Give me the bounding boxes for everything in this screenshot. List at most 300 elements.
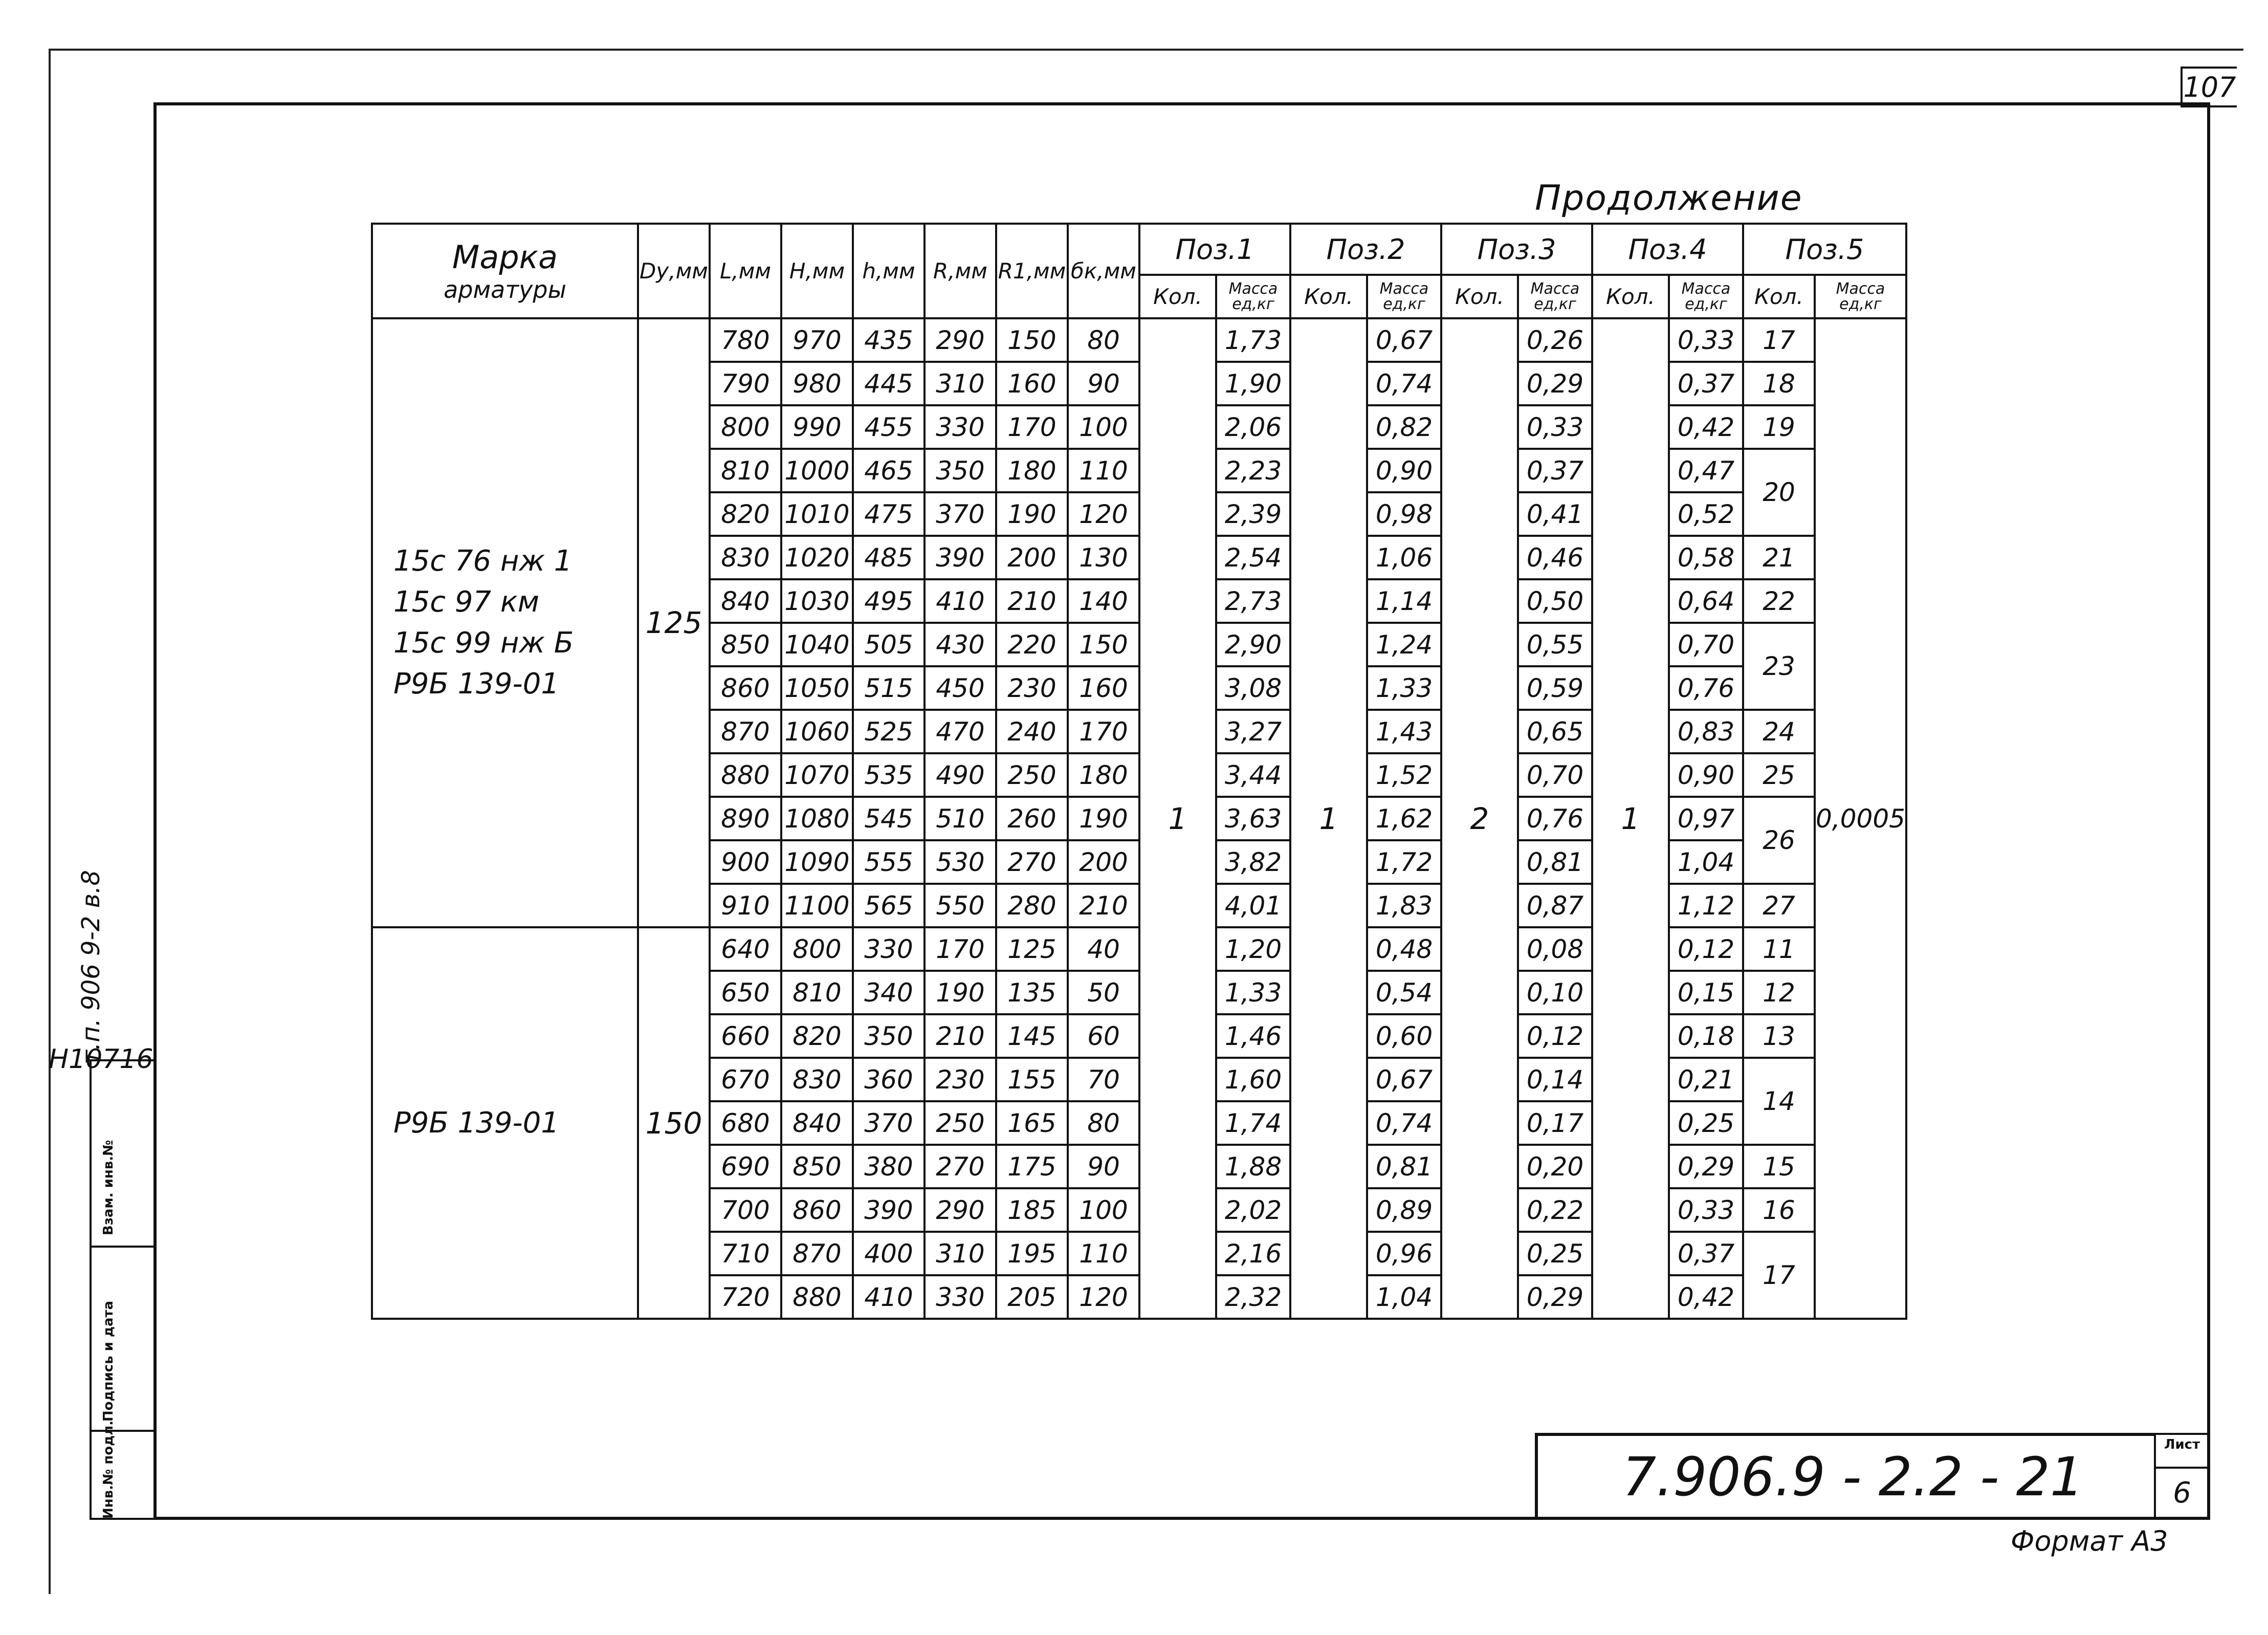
title-block-designation: 7.906.9 - 2.2 - 21 <box>1535 1433 2154 1520</box>
pos4-mass: 0,97 <box>1669 797 1743 840</box>
cell-R: 450 <box>924 666 996 710</box>
pos1-mass: 2,16 <box>1216 1232 1290 1275</box>
header-L: L,мм <box>710 224 781 318</box>
pos1-mass: 2,23 <box>1216 449 1290 492</box>
cell-L: 830 <box>710 536 781 579</box>
pos3-mass: 0,29 <box>1518 1275 1592 1319</box>
header-pos2-mass: Масса ед,кг <box>1367 275 1441 318</box>
stamp-cell-replace <box>92 1061 154 1246</box>
cell-R1: 165 <box>996 1101 1068 1145</box>
cell-H: 990 <box>781 405 853 449</box>
page-number: 107 <box>2181 67 2237 107</box>
pos3-mass: 0,26 <box>1518 318 1592 362</box>
header-mark-subtitle: арматуры <box>444 276 566 303</box>
sheet-label: Лист <box>2164 1437 2200 1452</box>
cell-L: 700 <box>710 1188 781 1232</box>
pos5-qty: 26 <box>1743 797 1815 884</box>
specification-body <box>372 318 1906 1319</box>
mark-cell <box>372 318 638 927</box>
specification-table-wrap <box>371 223 1907 1320</box>
cell-R: 190 <box>924 971 996 1014</box>
pos5-qty: 23 <box>1743 623 1815 710</box>
cell-R: 350 <box>924 449 996 492</box>
cell-R1: 150 <box>996 318 1068 362</box>
pos5-qty: 21 <box>1743 536 1815 579</box>
pos3-mass: 0,12 <box>1518 1014 1592 1058</box>
cell-bk: 40 <box>1068 927 1139 971</box>
header-mark <box>372 224 638 318</box>
cell-H: 1050 <box>781 666 853 710</box>
cell-h: 445 <box>853 362 924 405</box>
cell-R1: 180 <box>996 449 1068 492</box>
pos4-mass: 0,18 <box>1669 1014 1743 1058</box>
pos2-mass: 0,96 <box>1367 1232 1441 1275</box>
cell-bk: 150 <box>1068 623 1139 666</box>
cell-R: 230 <box>924 1058 996 1101</box>
pos1-qty: 1 <box>1139 318 1216 1319</box>
cell-H: 1100 <box>781 884 853 927</box>
header-bk: бк,мм <box>1068 224 1139 318</box>
pos2-mass: 0,98 <box>1367 492 1441 536</box>
pos2-mass: 0,82 <box>1367 405 1441 449</box>
pos4-mass: 0,29 <box>1669 1145 1743 1188</box>
cell-L: 900 <box>710 840 781 884</box>
cell-bk: 180 <box>1068 753 1139 797</box>
cell-R1: 135 <box>996 971 1068 1014</box>
cell-bk: 200 <box>1068 840 1139 884</box>
cell-R: 270 <box>924 1145 996 1188</box>
pos2-mass: 0,48 <box>1367 927 1441 971</box>
pos3-mass: 0,65 <box>1518 710 1592 753</box>
cell-h: 360 <box>853 1058 924 1101</box>
cell-R1: 160 <box>996 362 1068 405</box>
pos4-mass: 0,58 <box>1669 536 1743 579</box>
pos5-qty: 25 <box>1743 753 1815 797</box>
pos2-mass: 0,81 <box>1367 1145 1441 1188</box>
specification-table <box>371 223 1907 1320</box>
header-pos3-qty: Кол. <box>1441 275 1518 318</box>
cell-H: 800 <box>781 927 853 971</box>
pos1-mass: 3,08 <box>1216 666 1290 710</box>
pos4-mass: 0,12 <box>1669 927 1743 971</box>
cell-H: 880 <box>781 1275 853 1319</box>
cell-R1: 195 <box>996 1232 1068 1275</box>
cell-R1: 250 <box>996 753 1068 797</box>
header-pos3: Поз.3 <box>1441 224 1592 275</box>
cell-bk: 50 <box>1068 971 1139 1014</box>
pos2-mass: 1,83 <box>1367 884 1441 927</box>
pos4-mass: 0,90 <box>1669 753 1743 797</box>
cell-H: 810 <box>781 971 853 1014</box>
pos3-mass: 0,46 <box>1518 536 1592 579</box>
cell-R: 250 <box>924 1101 996 1145</box>
pos5-qty: 18 <box>1743 362 1815 405</box>
cell-h: 465 <box>853 449 924 492</box>
stamp-cell-signature <box>92 1246 154 1430</box>
header-pos1: Поз.1 <box>1139 224 1290 275</box>
cell-L: 910 <box>710 884 781 927</box>
cell-L: 690 <box>710 1145 781 1188</box>
pos1-mass: 2,02 <box>1216 1188 1290 1232</box>
pos3-mass: 0,29 <box>1518 362 1592 405</box>
cell-R: 490 <box>924 753 996 797</box>
pos1-mass: 2,32 <box>1216 1275 1290 1319</box>
pos3-mass: 0,37 <box>1518 449 1592 492</box>
pos3-mass: 0,55 <box>1518 623 1592 666</box>
pos5-qty: 16 <box>1743 1188 1815 1232</box>
cell-bk: 80 <box>1068 1101 1139 1145</box>
pos4-mass: 0,37 <box>1669 362 1743 405</box>
mark-cell <box>372 927 638 1319</box>
pos3-mass: 0,81 <box>1518 840 1592 884</box>
cell-h: 435 <box>853 318 924 362</box>
cell-bk: 210 <box>1068 884 1139 927</box>
pos5-qty: 11 <box>1743 927 1815 971</box>
pos2-mass: 1,04 <box>1367 1275 1441 1319</box>
approval-stamp <box>90 1059 156 1520</box>
cell-R1: 230 <box>996 666 1068 710</box>
table-row <box>372 927 1906 971</box>
cell-bk: 130 <box>1068 536 1139 579</box>
cell-R: 370 <box>924 492 996 536</box>
pos5-qty: 24 <box>1743 710 1815 753</box>
pos1-mass: 1,20 <box>1216 927 1290 971</box>
cell-bk: 160 <box>1068 666 1139 710</box>
cell-R1: 240 <box>996 710 1068 753</box>
pos1-mass: 1,73 <box>1216 318 1290 362</box>
cell-R: 330 <box>924 1275 996 1319</box>
header-pos2: Поз.2 <box>1290 224 1441 275</box>
stamp-inventory-number: Н10716 <box>49 1044 153 1075</box>
cell-R: 390 <box>924 536 996 579</box>
cell-L: 800 <box>710 405 781 449</box>
pos1-mass: 1,88 <box>1216 1145 1290 1188</box>
pos3-mass: 0,87 <box>1518 884 1592 927</box>
cell-H: 820 <box>781 1014 853 1058</box>
cell-R1: 190 <box>996 492 1068 536</box>
cell-h: 525 <box>853 710 924 753</box>
pos3-mass: 0,41 <box>1518 492 1592 536</box>
cell-H: 1020 <box>781 536 853 579</box>
cell-R: 410 <box>924 579 996 623</box>
pos2-mass: 0,60 <box>1367 1014 1441 1058</box>
cell-R1: 280 <box>996 884 1068 927</box>
cell-R: 510 <box>924 797 996 840</box>
cell-bk: 110 <box>1068 449 1139 492</box>
cell-h: 350 <box>853 1014 924 1058</box>
cell-L: 710 <box>710 1232 781 1275</box>
cell-R: 530 <box>924 840 996 884</box>
cell-H: 1000 <box>781 449 853 492</box>
cell-h: 565 <box>853 884 924 927</box>
cell-L: 840 <box>710 579 781 623</box>
pos4-mass: 1,12 <box>1669 884 1743 927</box>
pos1-mass: 1,33 <box>1216 971 1290 1014</box>
cell-h: 330 <box>853 927 924 971</box>
pos3-mass: 0,33 <box>1518 405 1592 449</box>
pos5-qty: 15 <box>1743 1145 1815 1188</box>
pos3-mass: 0,22 <box>1518 1188 1592 1232</box>
cell-h: 495 <box>853 579 924 623</box>
mark-name: 15с 97 км <box>393 585 539 619</box>
cell-L: 660 <box>710 1014 781 1058</box>
cell-H: 1030 <box>781 579 853 623</box>
pos4-mass: 0,15 <box>1669 971 1743 1014</box>
pos2-mass: 0,74 <box>1367 362 1441 405</box>
cell-L: 880 <box>710 753 781 797</box>
cell-bk: 80 <box>1068 318 1139 362</box>
pos4-mass: 0,25 <box>1669 1101 1743 1145</box>
pos4-mass: 0,21 <box>1669 1058 1743 1101</box>
cell-h: 485 <box>853 536 924 579</box>
pos5-qty: 13 <box>1743 1014 1815 1058</box>
pos5-qty: 27 <box>1743 884 1815 927</box>
pos1-mass: 1,74 <box>1216 1101 1290 1145</box>
cell-R1: 205 <box>996 1275 1068 1319</box>
pos5-qty: 12 <box>1743 971 1815 1014</box>
cell-R1: 185 <box>996 1188 1068 1232</box>
pos2-mass: 0,74 <box>1367 1101 1441 1145</box>
cell-H: 970 <box>781 318 853 362</box>
cell-H: 1080 <box>781 797 853 840</box>
pos2-mass: 1,24 <box>1367 623 1441 666</box>
cell-h: 505 <box>853 623 924 666</box>
pos3-mass: 0,14 <box>1518 1058 1592 1101</box>
pos4-mass: 0,33 <box>1669 1188 1743 1232</box>
pos2-qty: 1 <box>1290 318 1367 1319</box>
header-mark-title: Марка <box>452 238 558 276</box>
dy-cell: 150 <box>638 927 710 1319</box>
pos3-qty: 2 <box>1441 318 1518 1319</box>
cell-h: 475 <box>853 492 924 536</box>
cell-L: 890 <box>710 797 781 840</box>
pos5-qty: 20 <box>1743 449 1815 536</box>
pos1-mass: 1,90 <box>1216 362 1290 405</box>
pos4-mass: 0,52 <box>1669 492 1743 536</box>
pos4-mass: 0,42 <box>1669 1275 1743 1319</box>
pos1-mass: 1,60 <box>1216 1058 1290 1101</box>
pos2-mass: 0,90 <box>1367 449 1441 492</box>
stamp-cell-inventory <box>92 1420 154 1520</box>
pos1-mass: 3,27 <box>1216 710 1290 753</box>
pos5-qty: 17 <box>1743 1232 1815 1319</box>
pos4-mass: 0,42 <box>1669 405 1743 449</box>
pos5-mass: 0,0005 <box>1815 318 1906 1319</box>
header-pos4-mass: Масса ед,кг <box>1669 275 1743 318</box>
cell-R: 550 <box>924 884 996 927</box>
pos3-mass: 0,08 <box>1518 927 1592 971</box>
cell-bk: 120 <box>1068 1275 1139 1319</box>
pos4-mass: 0,76 <box>1669 666 1743 710</box>
cell-bk: 100 <box>1068 405 1139 449</box>
pos1-mass: 2,90 <box>1216 623 1290 666</box>
pos3-mass: 0,20 <box>1518 1145 1592 1188</box>
mark-name: Р9Б 139-01 <box>393 1106 559 1140</box>
pos1-mass: 3,82 <box>1216 840 1290 884</box>
pos2-mass: 0,54 <box>1367 971 1441 1014</box>
cell-H: 1070 <box>781 753 853 797</box>
cell-h: 515 <box>853 666 924 710</box>
pos2-mass: 0,67 <box>1367 318 1441 362</box>
cell-h: 390 <box>853 1188 924 1232</box>
pos3-mass: 0,76 <box>1518 797 1592 840</box>
pos1-mass: 2,39 <box>1216 492 1290 536</box>
cell-R: 430 <box>924 623 996 666</box>
pos4-mass: 1,04 <box>1669 840 1743 884</box>
cell-bk: 110 <box>1068 1232 1139 1275</box>
pos4-mass: 0,64 <box>1669 579 1743 623</box>
pos4-qty: 1 <box>1592 318 1669 1319</box>
pos3-mass: 0,25 <box>1518 1232 1592 1275</box>
cell-R1: 200 <box>996 536 1068 579</box>
pos2-mass: 1,43 <box>1367 710 1441 753</box>
cell-R1: 260 <box>996 797 1068 840</box>
cell-bk: 190 <box>1068 797 1139 840</box>
cell-R1: 170 <box>996 405 1068 449</box>
cell-H: 860 <box>781 1188 853 1232</box>
pos2-mass: 1,33 <box>1367 666 1441 710</box>
pos4-mass: 0,47 <box>1669 449 1743 492</box>
stamp-label-replace: Взам. инв.№ <box>101 1140 116 1235</box>
cell-R1: 220 <box>996 623 1068 666</box>
continuation-label: Продолжение <box>1535 178 1803 219</box>
cell-R: 210 <box>924 1014 996 1058</box>
cell-L: 720 <box>710 1275 781 1319</box>
cell-h: 370 <box>853 1101 924 1145</box>
cell-R1: 125 <box>996 927 1068 971</box>
cell-H: 1040 <box>781 623 853 666</box>
pos4-mass: 0,37 <box>1669 1232 1743 1275</box>
pos3-mass: 0,10 <box>1518 971 1592 1014</box>
cell-H: 840 <box>781 1101 853 1145</box>
pos1-mass: 2,73 <box>1216 579 1290 623</box>
cell-h: 340 <box>853 971 924 1014</box>
cell-R: 330 <box>924 405 996 449</box>
cell-L: 790 <box>710 362 781 405</box>
header-R1: R1,мм <box>996 224 1068 318</box>
header-pos1-mass: Масса ед,кг <box>1216 275 1290 318</box>
header-H: H,мм <box>781 224 853 318</box>
header-h: h,мм <box>853 224 924 318</box>
vertical-doc-code: т.п. 906 9-2 в.8 <box>77 870 105 1064</box>
cell-h: 455 <box>853 405 924 449</box>
pos4-mass: 0,83 <box>1669 710 1743 753</box>
cell-h: 535 <box>853 753 924 797</box>
cell-R: 290 <box>924 1188 996 1232</box>
pos5-qty: 22 <box>1743 579 1815 623</box>
header-pos1-qty: Кол. <box>1139 275 1216 318</box>
pos2-mass: 1,52 <box>1367 753 1441 797</box>
header-pos2-qty: Кол. <box>1290 275 1367 318</box>
cell-L: 810 <box>710 449 781 492</box>
cell-R: 170 <box>924 927 996 971</box>
mark-name: 15с 76 нж 1 <box>393 544 572 578</box>
header-pos4-qty: Кол. <box>1592 275 1669 318</box>
cell-h: 545 <box>853 797 924 840</box>
cell-H: 850 <box>781 1145 853 1188</box>
pos4-mass: 0,70 <box>1669 623 1743 666</box>
sheet-value: 6 <box>2156 1467 2208 1518</box>
pos2-mass: 1,14 <box>1367 579 1441 623</box>
cell-h: 410 <box>853 1275 924 1319</box>
header-dy: Dу,мм <box>638 224 710 318</box>
cell-bk: 70 <box>1068 1058 1139 1101</box>
cell-bk: 120 <box>1068 492 1139 536</box>
pos3-mass: 0,50 <box>1518 579 1592 623</box>
cell-h: 555 <box>853 840 924 884</box>
pos1-mass: 3,63 <box>1216 797 1290 840</box>
pos2-mass: 1,62 <box>1367 797 1441 840</box>
pos5-qty: 14 <box>1743 1058 1815 1145</box>
dy-cell: 125 <box>638 318 710 927</box>
cell-L: 640 <box>710 927 781 971</box>
cell-bk: 140 <box>1068 579 1139 623</box>
pos2-mass: 0,89 <box>1367 1188 1441 1232</box>
pos1-mass: 2,06 <box>1216 405 1290 449</box>
pos4-mass: 0,33 <box>1669 318 1743 362</box>
header-R: R,мм <box>924 224 996 318</box>
cell-R: 290 <box>924 318 996 362</box>
pos5-qty: 17 <box>1743 318 1815 362</box>
cell-H: 1090 <box>781 840 853 884</box>
pos3-mass: 0,70 <box>1518 753 1592 797</box>
pos2-mass: 0,67 <box>1367 1058 1441 1101</box>
cell-R1: 155 <box>996 1058 1068 1101</box>
pos2-mass: 1,72 <box>1367 840 1441 884</box>
cell-bk: 60 <box>1068 1014 1139 1058</box>
cell-bk: 90 <box>1068 1145 1139 1188</box>
pos1-mass: 2,54 <box>1216 536 1290 579</box>
cell-R: 310 <box>924 362 996 405</box>
cell-R1: 145 <box>996 1014 1068 1058</box>
sheet-number-box <box>2154 1433 2210 1520</box>
pos1-mass: 4,01 <box>1216 884 1290 927</box>
cell-L: 670 <box>710 1058 781 1101</box>
cell-H: 830 <box>781 1058 853 1101</box>
cell-L: 860 <box>710 666 781 710</box>
header-pos4: Поз.4 <box>1592 224 1743 275</box>
cell-R: 470 <box>924 710 996 753</box>
mark-name: 15с 99 нж Б <box>393 626 574 660</box>
cell-bk: 100 <box>1068 1188 1139 1232</box>
cell-H: 1060 <box>781 710 853 753</box>
cell-L: 650 <box>710 971 781 1014</box>
cell-bk: 90 <box>1068 362 1139 405</box>
header-pos5-mass: Масса ед,кг <box>1815 275 1906 318</box>
table-row <box>372 318 1906 362</box>
pos1-mass: 3,44 <box>1216 753 1290 797</box>
cell-H: 980 <box>781 362 853 405</box>
cell-R1: 270 <box>996 840 1068 884</box>
mark-name: Р9Б 139-01 <box>393 667 559 701</box>
stamp-label-signature: Подпись и дата <box>101 1300 116 1422</box>
cell-H: 1010 <box>781 492 853 536</box>
pos1-mass: 1,46 <box>1216 1014 1290 1058</box>
cell-h: 400 <box>853 1232 924 1275</box>
cell-R1: 210 <box>996 579 1068 623</box>
cell-L: 820 <box>710 492 781 536</box>
cell-L: 780 <box>710 318 781 362</box>
format-label: Формат А3 <box>2011 1525 2168 1557</box>
pos2-mass: 1,06 <box>1367 536 1441 579</box>
stamp-label-inventory: Инв.№ подл. <box>101 1420 116 1519</box>
cell-H: 870 <box>781 1232 853 1275</box>
pos5-qty: 19 <box>1743 405 1815 449</box>
header-pos5-qty: Кол. <box>1743 275 1815 318</box>
pos3-mass: 0,59 <box>1518 666 1592 710</box>
cell-L: 680 <box>710 1101 781 1145</box>
cell-L: 870 <box>710 710 781 753</box>
